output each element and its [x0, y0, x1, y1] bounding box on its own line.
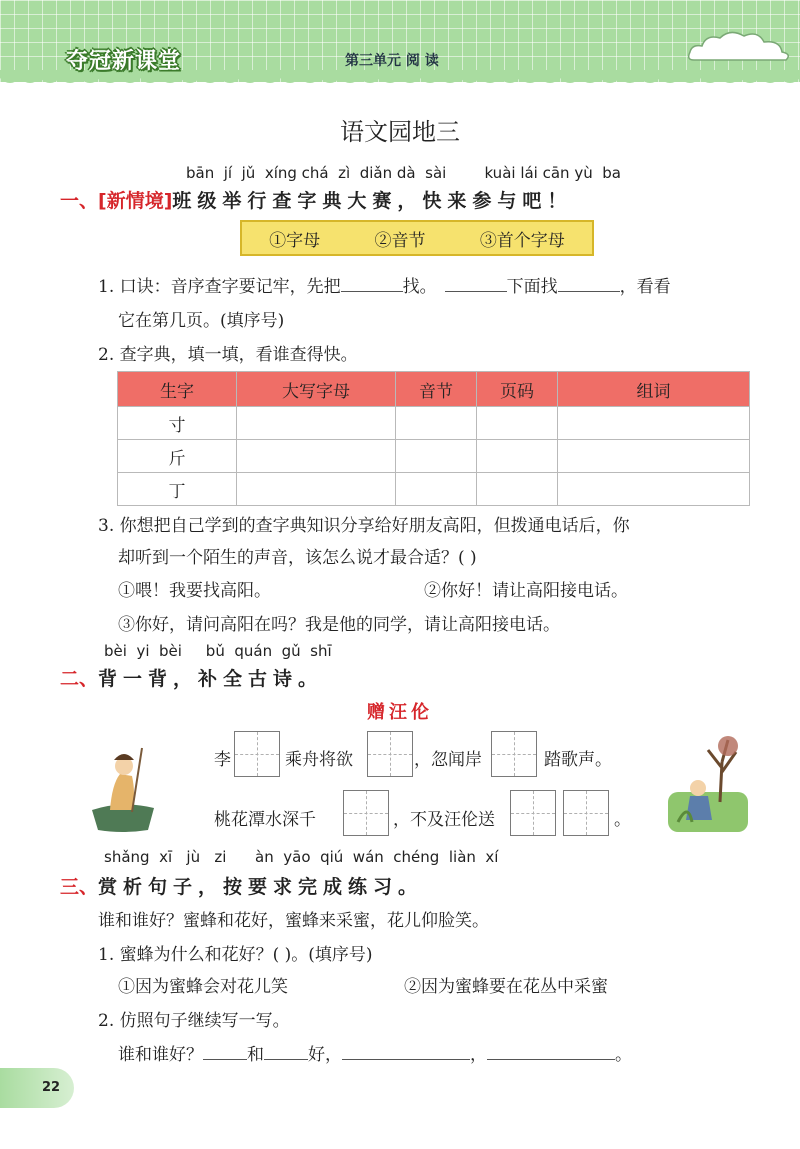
- table-header-row: [118, 372, 750, 407]
- section3-q1: 1. 蜜蜂为什么和花好？( )。(填序号): [98, 945, 373, 965]
- q3-option-1: ①喂！我要找高阳。: [118, 581, 271, 601]
- section1-pinyin: bān jí jǔ xíng chá zì diǎn dà sài kuài lái cān yù ba: [186, 164, 621, 182]
- section3-sentence: 谁和谁好？蜜蜂和花好，蜜蜂来采蜜，花儿仰脸笑。: [98, 911, 489, 931]
- answer-blank[interactable]: [487, 1059, 615, 1060]
- q1-line-1: 1. 口诀：音序查字要记牢，先把 找。 下面找 ，看看: [98, 277, 671, 297]
- section3-heading-text: 赏析句子，按要求完成练习。: [98, 876, 424, 898]
- cloud-icon: [684, 26, 794, 66]
- table-row: [118, 473, 750, 506]
- table-header: 大写字母: [237, 372, 396, 407]
- table-cell-input[interactable]: [477, 440, 558, 473]
- section3-q2: 2. 仿照句子继续写一写。: [98, 1011, 290, 1031]
- table-cell-input[interactable]: [477, 407, 558, 440]
- wang-lun-illustration: [668, 732, 748, 832]
- poem-line-1-a: 李: [214, 750, 231, 770]
- table-header: 组词: [558, 372, 750, 407]
- table-row: [118, 407, 750, 440]
- section3-pinyin: shǎng xī jù zi àn yāo qiú wán chéng liàn xí: [104, 848, 499, 866]
- table-cell-input[interactable]: [237, 440, 396, 473]
- poem-line-2-a: 桃花潭水深千: [214, 810, 316, 830]
- dictionary-table: [117, 371, 750, 506]
- table-cell-input[interactable]: [237, 407, 396, 440]
- q1-line-2: 它在第几页。(填序号): [118, 311, 285, 331]
- poem-char-box[interactable]: [367, 731, 413, 777]
- table-cell-input[interactable]: [396, 473, 477, 506]
- table-header: 音节: [396, 372, 477, 407]
- table-header: 生字: [118, 372, 237, 407]
- page-number-tab: [0, 1068, 74, 1108]
- answer-blank[interactable]: [264, 1059, 308, 1060]
- section2-pinyin: bèi yi bèi bǔ quán gǔ shī: [104, 642, 332, 660]
- poem-line-1-c: ，忽闻岸: [414, 750, 482, 770]
- option-3: ③首个字母: [479, 230, 565, 251]
- table-cell-char: 斤: [118, 440, 237, 473]
- poet-in-boat-illustration: [92, 738, 154, 834]
- table-cell-input[interactable]: [396, 407, 477, 440]
- page-number: 22: [42, 1080, 61, 1095]
- table-cell-input[interactable]: [477, 473, 558, 506]
- poem-char-box[interactable]: [491, 731, 537, 777]
- poem-line-2-c: 。: [614, 810, 631, 830]
- poem-char-box[interactable]: [234, 731, 280, 777]
- answer-blank[interactable]: [341, 291, 403, 292]
- q3-line-2: 却听到一个陌生的声音，该怎么说才最合适？( ): [118, 548, 477, 568]
- poem-char-box[interactable]: [510, 790, 556, 836]
- poem-title: 赠汪伦: [367, 702, 433, 723]
- table-header: 页码: [477, 372, 558, 407]
- section2-heading-text: 背一背，补全古诗。: [98, 668, 324, 690]
- poem-line-1-b: 乘舟将欲: [285, 750, 353, 770]
- page-title: 语文园地三: [340, 118, 460, 146]
- poem-line-1-d: 踏歌声。: [544, 750, 612, 770]
- q3-line-1: 3. 你想把自己学到的查字典知识分享给好朋友高阳，但拨通电话后，你: [98, 516, 630, 536]
- section2-number: 二、: [60, 668, 99, 690]
- table-cell-input[interactable]: [558, 407, 750, 440]
- unit-label: 第三单元 阅 读: [345, 53, 439, 69]
- section1-heading: [60, 186, 572, 213]
- section3-q1-option-1: ①因为蜜蜂会对花儿笑: [118, 977, 288, 997]
- q2-text: 2. 查字典，填一填，看谁查得快。: [98, 345, 358, 365]
- table-cell-char: 寸: [118, 407, 237, 440]
- poem-char-box[interactable]: [563, 790, 609, 836]
- brand-logo: 夺冠新课堂: [66, 49, 182, 74]
- poem-line-2-b: ，不及汪伦送: [393, 810, 495, 830]
- table-cell-char: 丁: [118, 473, 237, 506]
- section3-q1-option-2: ②因为蜜蜂要在花丛中采蜜: [404, 977, 608, 997]
- section3-heading: [60, 872, 423, 899]
- q3-option-2: ②你好！请让高阳接电话。: [424, 581, 628, 601]
- options-box: [240, 220, 594, 256]
- option-1: ①字母: [269, 230, 321, 251]
- section2-heading: [60, 664, 323, 691]
- section3-q2-answer-line: 谁和谁好？ 和 好， ， 。: [118, 1045, 632, 1065]
- poem-char-box[interactable]: [343, 790, 389, 836]
- answer-blank[interactable]: [445, 291, 507, 292]
- table-row: [118, 440, 750, 473]
- section1-heading-text: 班级举行查字典大赛，快来参与吧！: [172, 190, 573, 212]
- answer-blank[interactable]: [203, 1059, 247, 1060]
- table-cell-input[interactable]: [237, 473, 396, 506]
- option-2: ②音节: [374, 230, 426, 251]
- section3-number: 三、: [60, 876, 99, 898]
- table-cell-input[interactable]: [396, 440, 477, 473]
- table-cell-input[interactable]: [558, 473, 750, 506]
- section1-number: 一、: [60, 190, 99, 212]
- table-cell-input[interactable]: [558, 440, 750, 473]
- new-context-tag: [新情境]: [98, 190, 173, 212]
- answer-blank[interactable]: [342, 1059, 470, 1060]
- answer-blank[interactable]: [558, 291, 620, 292]
- q3-option-3: ③你好，请问高阳在吗？我是他的同学，请让高阳接电话。: [118, 615, 560, 635]
